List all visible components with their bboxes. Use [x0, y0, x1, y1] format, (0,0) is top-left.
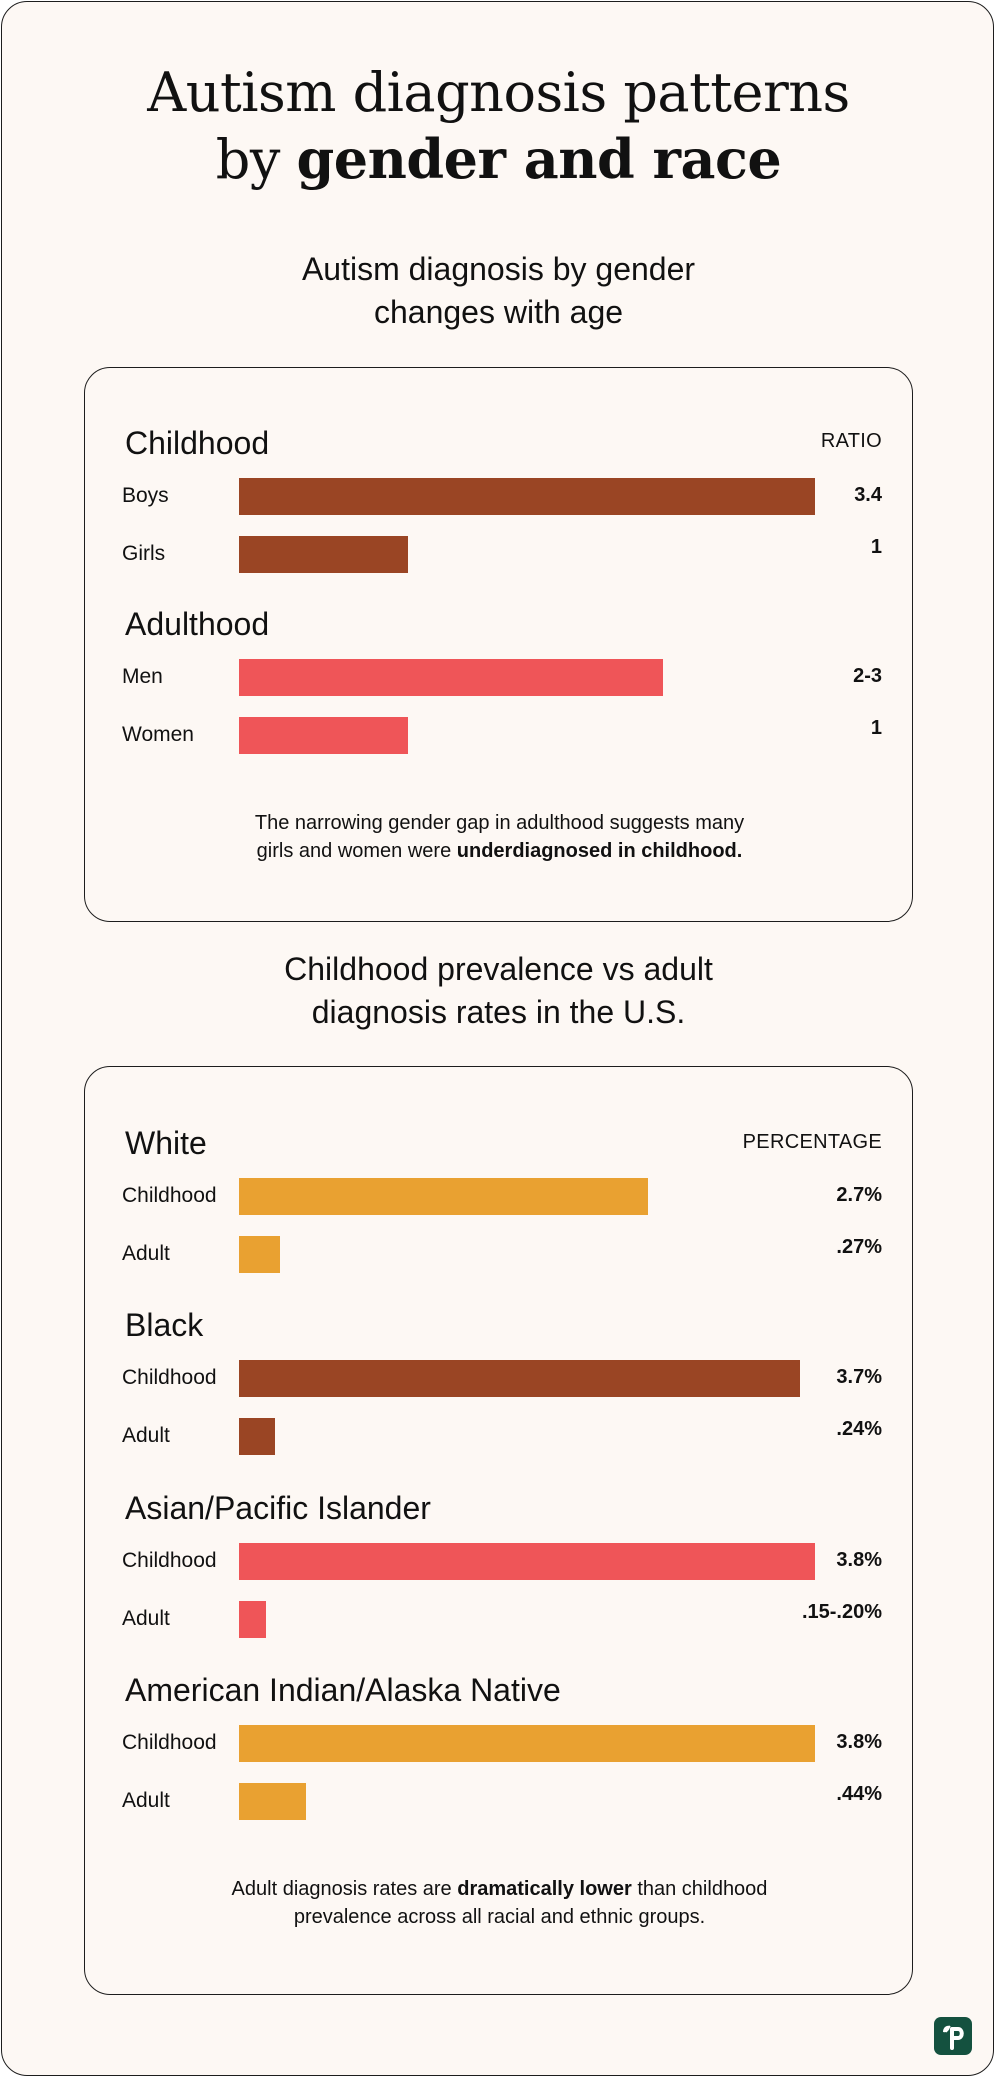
bar-value-black-childhood: 3.7% [836, 1366, 882, 1388]
bar-asian-pacific-islander-childhood [239, 1543, 815, 1580]
bar-value-asian-pacific-islander-adult: .15-.20% [801, 1601, 882, 1623]
bar-value-white-adult: .27% [836, 1236, 882, 1258]
group-title-adulthood: Adulthood [125, 606, 270, 642]
bar-white-childhood [239, 1178, 648, 1215]
bar-adulthood-men [239, 659, 663, 696]
group-title-childhood: Childhood [125, 425, 270, 461]
bar-value-childhood-boys: 3.4 [854, 484, 882, 506]
logo-glyph [934, 2017, 972, 2055]
gender-note-line-2-bold: underdiagnosed in childhood. [456, 840, 743, 862]
group-title-american-indian-alaska-native: American Indian/Alaska Native [125, 1672, 561, 1708]
page-title [0, 60, 997, 193]
bar-label-childhood-boys: Boys [122, 484, 169, 507]
bar-black-adult [239, 1418, 275, 1455]
bar-label-black-adult: Adult [122, 1424, 170, 1447]
bar-black-childhood [239, 1360, 800, 1397]
race-section-title [0, 948, 997, 1034]
bar-value-adulthood-women: 1 [870, 717, 882, 739]
bar-adulthood-women [239, 717, 408, 754]
race-note-line-1-prefix: Adult diagnosis rates are [231, 1878, 458, 1900]
race-note-line-1 [85, 1875, 914, 1903]
race-subtitle-line-1: Childhood prevalence vs adult [284, 951, 713, 987]
bar-asian-pacific-islander-adult [239, 1601, 266, 1638]
bar-label-adulthood-men: Men [122, 665, 163, 688]
percentage-column-header: PERCENTAGE [742, 1131, 882, 1153]
title-line-2-prefix: by [215, 128, 297, 191]
gender-note [85, 809, 914, 865]
bar-label-white-childhood: Childhood [122, 1184, 217, 1207]
bar-label-white-adult: Adult [122, 1242, 170, 1265]
ratio-column-header: RATIO [820, 430, 882, 452]
race-note-line-2: prevalence across all racial and ethnic groups. [293, 1906, 706, 1928]
bar-value-black-adult: .24% [836, 1418, 882, 1440]
gender-subtitle-line-1: Autism diagnosis by gender [301, 251, 696, 287]
bar-value-adulthood-men: 2-3 [853, 665, 882, 687]
gender-note-line-1: The narrowing gender gap in adulthood suggests many [254, 812, 745, 834]
bar-label-american-indian-alaska-native-childhood: Childhood [122, 1731, 217, 1754]
race-note-line-1-bold: dramatically lower [457, 1878, 632, 1900]
title-line-1: Autism diagnosis patterns [147, 61, 850, 124]
bar-childhood-boys [239, 478, 815, 515]
bar-label-asian-pacific-islander-childhood: Childhood [122, 1549, 217, 1572]
race-chart-panel [84, 1066, 913, 1995]
race-note-line-1-suffix: than childhood [631, 1878, 768, 1900]
bar-value-american-indian-alaska-native-adult: .44% [836, 1783, 882, 1805]
race-subtitle-line-2: diagnosis rates in the U.S. [311, 994, 686, 1030]
bar-label-childhood-girls: Girls [122, 542, 166, 565]
gender-note-line-2-prefix: girls and women were [256, 840, 457, 862]
title-line-2 [0, 126, 997, 193]
bar-childhood-girls [239, 536, 408, 573]
leaf-p-logo-icon [934, 2017, 972, 2055]
bar-american-indian-alaska-native-adult [239, 1783, 306, 1820]
gender-section-title [0, 248, 997, 334]
bar-label-american-indian-alaska-native-adult: Adult [122, 1789, 170, 1812]
bar-label-black-childhood: Childhood [122, 1366, 217, 1389]
group-title-asian-pacific-islander: Asian/Pacific Islander [125, 1490, 431, 1526]
bar-value-white-childhood: 2.7% [836, 1184, 882, 1206]
bar-american-indian-alaska-native-childhood [239, 1725, 815, 1762]
bar-label-asian-pacific-islander-adult: Adult [122, 1607, 170, 1630]
gender-note-line-2 [85, 837, 914, 865]
gender-chart-panel [84, 367, 913, 922]
bar-label-adulthood-women: Women [122, 723, 194, 746]
bar-value-childhood-girls: 1 [870, 536, 882, 558]
bar-value-american-indian-alaska-native-childhood: 3.8% [836, 1731, 882, 1753]
gender-subtitle-line-2: changes with age [373, 294, 624, 330]
group-title-white: White [125, 1125, 207, 1161]
group-title-black: Black [125, 1307, 204, 1343]
bar-value-asian-pacific-islander-childhood: 3.8% [836, 1549, 882, 1571]
race-note [85, 1875, 914, 1931]
title-line-2-bold: gender and race [296, 127, 782, 191]
bar-white-adult [239, 1236, 280, 1273]
